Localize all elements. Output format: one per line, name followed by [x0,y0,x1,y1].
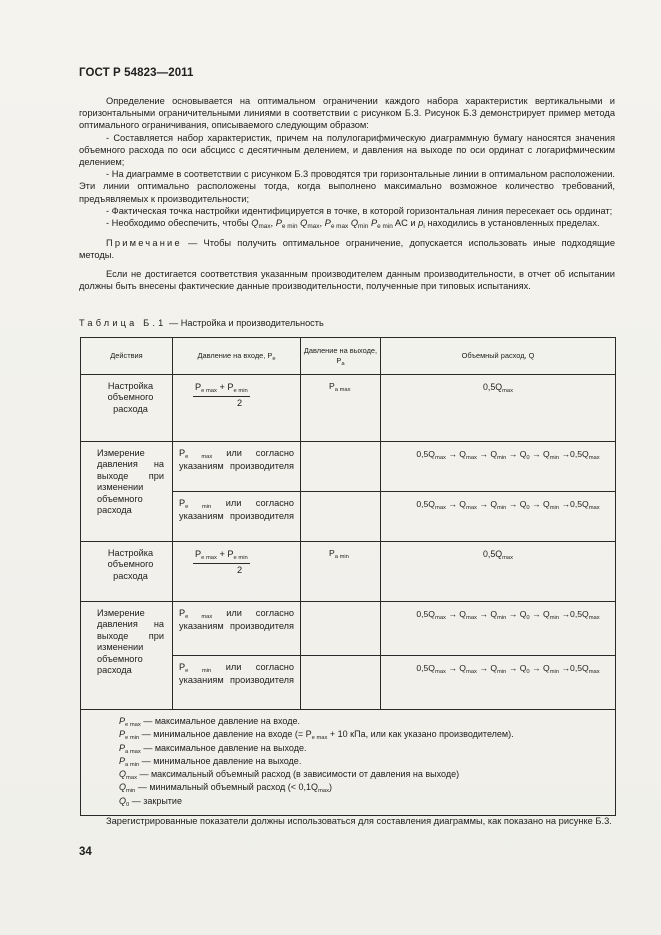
row2-outlet-min [301,492,381,542]
legend-line: $P_{a max}$ — максимальное давление на выходе. [119,742,307,755]
legend-line: $P_{e max}$ — максимальное давление на входе. [119,716,300,728]
row4-flow-max: $0,5Q_{max} \to Q_{max} \to Q_{min} \to Q_0 \to Q_{min} \to 0,5Q_{max}$ [381,602,616,656]
table-legend [81,710,616,816]
table-caption-label: Таблица Б.1 [79,318,167,328]
row2-flow-max: $0,5Q_{max} \to Q_{max} \to Q_{min} \to Q_0 \to Q_{min} \to 0,5Q_{max}$ [381,442,616,492]
intro-paragraph-6: Если не достигается соответствия указанным производителем данным производительности, в отчет об испытании должны быть внесены фактические данные производительности, полученные при типовых испытаниях. [79,268,615,291]
header-inlet-pressure: Давление на входе, $P_e$ [173,338,301,375]
intro-paragraph-3: - На диаграмме в соответствии с рисунком Б.3 проводятся три горизонтальные линии в оптимальном расположении. Эти линии оптимально расположены тогда, когда выполнено максимально возможное количество требований, предъявляемых к производительности; [79,169,615,204]
row3-inlet-formula: $P_{e max} + P_{e min}$ 2 [173,542,301,602]
header-flow-rate: Объемный расход, Q [381,338,616,375]
row4-outlet-max [301,602,381,656]
row1-action: Настройка объемного расхода [81,375,173,442]
legend-line: $Q_{min}$ — минимальный объемный расход (< $0,1Q_{max}$) [119,782,333,795]
row2-flow-min: $0,5Q_{max} \to Q_{max} \to Q_{min} \to Q_0 \to Q_{min} \to 0,5Q_{max}$ [381,492,616,542]
table-header-row [81,338,616,375]
settings-table [80,337,616,816]
legend-row [81,710,616,816]
row4-action: Измерение давления на выходе при изменении объемного расхода [81,602,173,710]
row4-inlet-max: $P_{e max}$ или согласно указаниям производителя [173,602,301,656]
row2-inlet-min: $P_{e min}$ или согласно указаниям производителя [173,492,301,542]
intro-paragraph-1: Определение основывается на оптимальном ограничении каждого набора характеристик вертикальными и горизонтальными ограничительными линиями в соответствии с рисунком Б.3. Рисунок Б.3 демонстрирует пример метода оптимального ограничивания, описываемого следующим образом: [79,96,615,131]
table-row [81,542,616,602]
row3-action: Настройка объемного расхода [81,542,173,602]
intro-paragraph-2: - Составляется набор характеристик, причем на полулогарифмическую диаграммную бумагу наносятся значения объемного расхода по оси абсцисс с десятичным делением, и давления на выходе по оси ординат с логарифмическим делением; [79,132,615,168]
row4-flow-min: $0,5Q_{max} \to Q_{max} \to Q_{min} \to Q_0 \to Q_{min} \to 0,5Q_{max}$ [381,656,616,710]
legend-line: $Q_{max}$ — максимальный объемный расход (в зависимости от давления на выходе) [119,769,460,782]
legend-line: $Q_0$ — закрытие [119,795,182,808]
table-row [81,375,616,442]
note-label: Примечание [106,238,182,249]
row2-action: Измерение давления на выходе при изменении объемного расхода [81,442,173,542]
row1-inlet-formula: $P_{e max} + P_{e min}$ 2 [173,375,301,442]
row1-outlet: $P_{a max}$ [301,375,381,442]
row3-outlet: $P_{a min}$ [301,542,381,602]
note-paragraph: Примечание — Чтобы получить оптимальное ограничение, допускается использовать иные подходящие методы. [79,238,615,261]
row1-flow: $0,5Q_{max}$ [381,375,616,442]
intro-paragraph-5: - Необходимо обеспечить, чтобы $Q_{max}$, $P_{e min}$ $Q_{max}$, $P_{e max}$ $Q_{min}$ $P_{e min}$ AC и $p_i$ находились в установленных пределах. [106,218,600,231]
intro-paragraph-4: - Фактическая точка настройки идентифицируется в точке, в которой горизонтальная линия пересекает ось ординат; [106,205,613,216]
header-actions: Действия [81,338,173,375]
table-row [81,442,616,492]
legend-line: $P_{a min}$ — минимальное давление на выходе. [119,755,302,768]
row4-inlet-min: $P_{e min}$ или согласно указаниям производителя [173,656,301,710]
row4-outlet-min [301,656,381,710]
intro-section [79,95,615,292]
header-outlet-pressure: Давление на выходе, $P_a$ [301,338,381,375]
row2-inlet-max: $P_{e max}$ или согласно указаниям производителя [173,442,301,492]
table-caption-text: — Настройка и производительность [166,318,324,328]
row2-outlet-max [301,442,381,492]
row3-flow: $0,5Q_{max}$ [381,542,616,602]
table-row [81,602,616,656]
page-number: 34 [79,846,92,858]
document-header: ГОСТ Р 54823—2011 [79,67,194,79]
legend-line: $P_{e min}$ — минимальное давление на входе (= $P_{e max} + 10$ кПа, или как указано производителем). [119,729,514,742]
footer-paragraph: Зарегистрированные показатели должны использоваться для составления диаграммы, как показано на рисунке Б.3. [106,816,612,826]
table-caption [79,318,324,328]
